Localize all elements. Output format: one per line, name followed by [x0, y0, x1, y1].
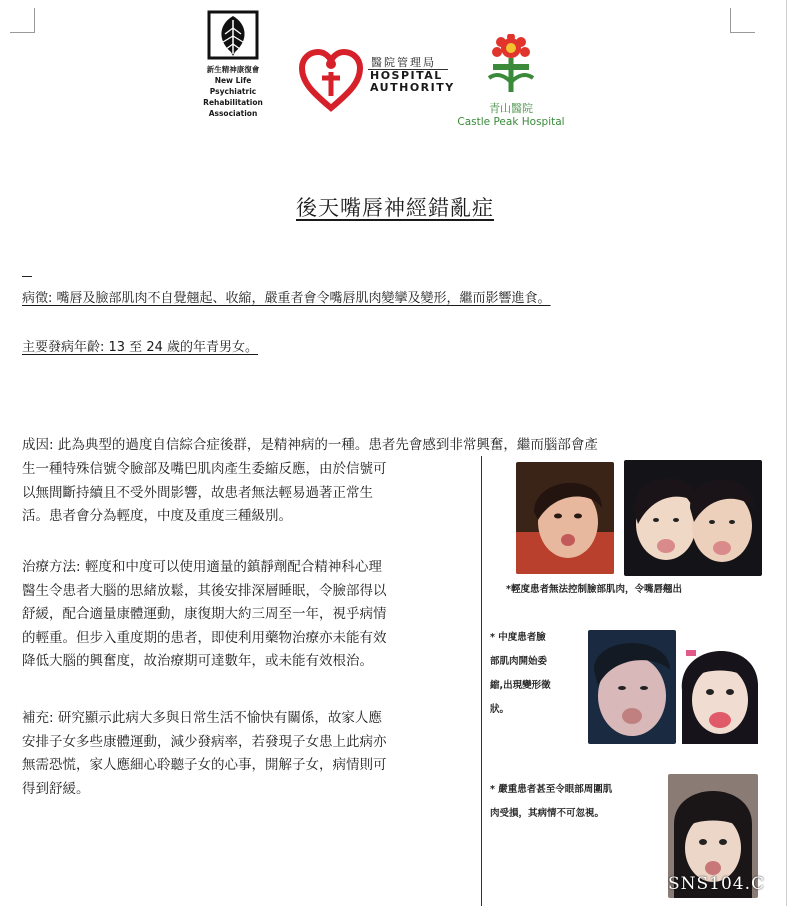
cause-line-3: 活。患者會分為輕度，中度及重度三種級別。	[22, 508, 292, 524]
page-title: 後天嘴唇神經錯亂症	[296, 196, 494, 220]
cause-line-0: 成因: 此為典型的過度自信綜合症後群，是精神病的一種。患者先會感到非常興奮，繼而腦部會產	[22, 437, 598, 453]
caption-severe-2: 肉受損，其病情不可忽視。	[490, 808, 605, 819]
caption-moderate-1: * 中度患者臉	[490, 632, 546, 643]
photo-mild-2	[624, 460, 762, 576]
watermark: SNS104.C	[668, 874, 766, 894]
supplement-paragraph	[22, 707, 477, 801]
caption-moderate-2: 部肌肉開始委	[490, 656, 548, 667]
crop-mark-top-left	[10, 8, 35, 33]
symptoms-line: 病徵: 嘴唇及臉部肌肉不自覺翹起、收縮，嚴重者會令嘴唇肌肉變攣及變形，繼而影響進食。	[22, 291, 551, 306]
treatment-line-5: 降低大腦的興奮度，故治療期可達數年，或未能有效根治。	[22, 653, 373, 669]
caption-moderate	[490, 626, 580, 722]
new-life-en-4: Association	[208, 109, 258, 118]
caption-severe	[490, 778, 670, 826]
supplement-line-3: 無需恐慌，家人應細心聆聽子女的心事，開解子女，病情則可	[22, 757, 387, 773]
castle-peak-flower-icon	[483, 34, 539, 96]
column-divider	[481, 456, 482, 906]
treatment-paragraph	[22, 556, 477, 674]
new-life-en-2: Psychiatric	[209, 87, 257, 96]
caption-moderate-3: 縮,出現變形徵	[490, 680, 551, 691]
cause-line-1: 生一種特殊信號令臉部及嘴巴肌肉產生委縮反應，由於信號可	[22, 461, 387, 477]
hospital-authority-en-1: HOSPITAL	[370, 69, 443, 82]
new-life-en-1: New Life	[214, 76, 252, 85]
treatment-line-4: 的輕重。但步入重度期的患者，即使利用藥物治療亦未能有效	[22, 629, 387, 646]
supplement-line-4: 得到舒緩。	[22, 780, 90, 797]
treatment-line-3: 舒緩，配合適量康體運動，康復期大約三周至一年，視乎病情	[22, 606, 387, 622]
crop-mark-top-right	[730, 8, 755, 33]
caption-mild: *輕度患者無法控制臉部肌肉，令嘴唇翹出	[506, 584, 682, 595]
hospital-authority-en-2: AUTHORITY	[370, 81, 455, 94]
supplement-line-1: 補充: 研究顯示此病大多與日常生活不愉快有關係，故家人應	[22, 710, 382, 726]
new-life-zh: 新生精神康復會	[206, 65, 260, 74]
hospital-authority-en	[370, 70, 455, 94]
castle-peak-zh: 青山醫院	[489, 102, 533, 115]
castle-peak-logo	[452, 34, 570, 128]
photo-mild-1	[516, 462, 614, 574]
new-life-logo	[190, 10, 276, 119]
short-rule	[22, 276, 32, 277]
supplement-line-2: 安排子女多些康體運動，減少發病率，若發現子女患上此病亦	[22, 733, 387, 750]
new-life-leaf-icon	[207, 10, 259, 60]
hospital-authority-logo	[298, 48, 458, 114]
castle-peak-en: Castle Peak Hospital	[457, 116, 565, 128]
photo-moderate-1	[588, 630, 676, 744]
hospital-authority-zh: 醫院管理局	[371, 56, 436, 69]
cause-first-line	[22, 434, 742, 458]
page-edge	[786, 0, 787, 906]
new-life-en-3: Rehabilitation	[203, 98, 263, 107]
caption-severe-1: * 嚴重患者甚至令眼部周圍肌	[490, 784, 613, 795]
treatment-line-2: 醫生令患者大腦的思緒放鬆，其後安排深層睡眠，令臉部得以	[22, 582, 387, 599]
hospital-authority-heart-icon	[298, 48, 364, 114]
cause-line-2: 以無間斷持續且不受外間影響，故患者無法輕易過著正常生	[22, 484, 373, 501]
onset-age-line: 主要發病年齡: 13 至 24 歲的年青男女。	[22, 340, 258, 355]
cause-paragraph	[22, 458, 477, 529]
caption-moderate-4: 狀。	[490, 704, 510, 715]
photo-moderate-2	[678, 630, 762, 744]
treatment-line-1: 治療方法: 輕度和中度可以使用適量的鎮靜劑配合精神科心理	[22, 559, 382, 575]
